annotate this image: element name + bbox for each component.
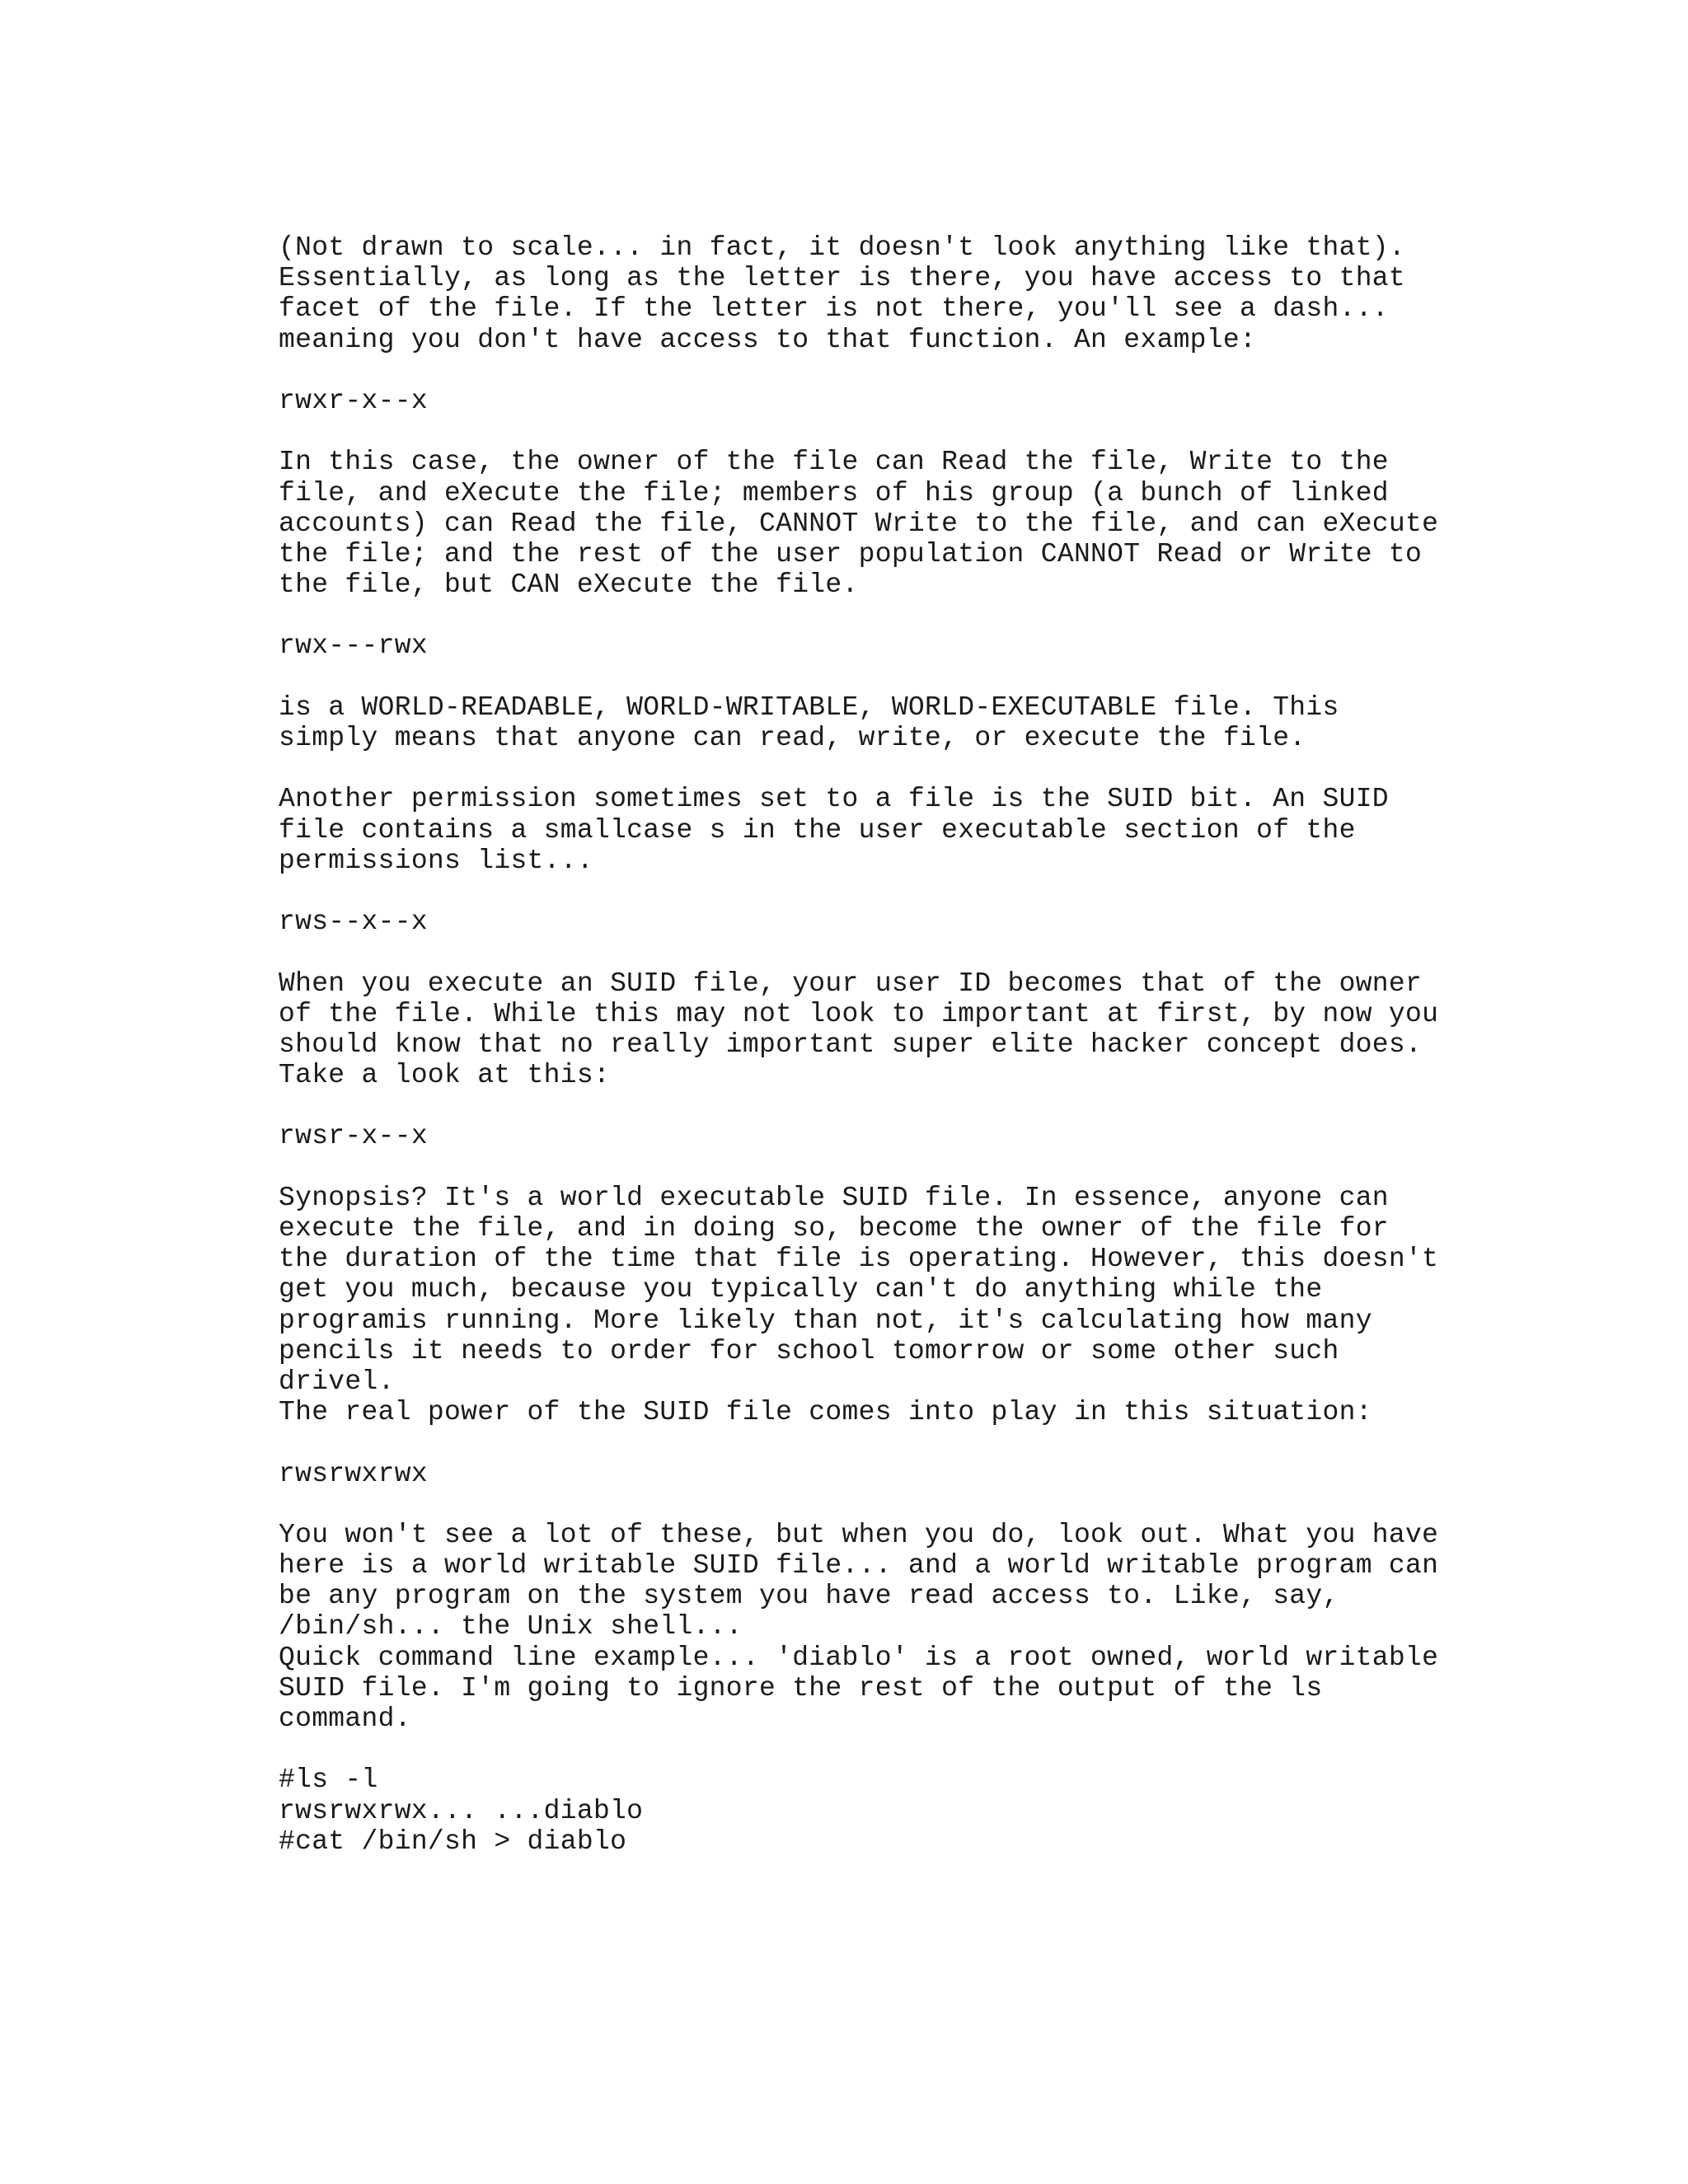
paragraph xyxy=(279,1520,1449,1734)
paragraph xyxy=(279,1459,1449,1489)
text-line: Essentially, as long as the letter is there, you have access to that xyxy=(279,263,1406,294)
text-line: is a WORLD-READABLE, WORLD-WRITABLE, WORLD-EXECUTABLE file. This xyxy=(279,691,1339,723)
text-line: SUID file. I'm going to ignore the rest of the output of the ls xyxy=(279,1672,1323,1704)
text-line: Synopsis? It's a world executable SUID file. In essence, anyone can xyxy=(279,1182,1389,1213)
paragraph xyxy=(279,692,1449,753)
text-line: The real power of the SUID file comes into play in this situation: xyxy=(279,1397,1372,1428)
text-line: command. xyxy=(279,1704,411,1734)
text-line: here is a world writable SUID file... and a world writable program can xyxy=(279,1550,1439,1582)
text-line: /bin/sh... the Unix shell... xyxy=(279,1611,743,1643)
paragraph xyxy=(279,1765,1449,1857)
text-line: get you much, because you typically can't do anything while the xyxy=(279,1274,1323,1305)
paragraph xyxy=(279,1121,1449,1151)
text-line: rwsr-x--x xyxy=(279,1121,428,1152)
text-line: file, and eXecute the file; members of his group (a bunch of linked xyxy=(279,477,1389,509)
text-line: When you execute an SUID file, your user ID becomes that of the owner xyxy=(279,968,1423,999)
text-line: programis running. More likely than not, it's calculating how many xyxy=(279,1305,1372,1336)
text-line: execute the file, and in doing so, become the owner of the file for xyxy=(279,1213,1389,1244)
text-line: should know that no really important super elite hacker concept does. xyxy=(279,1029,1423,1060)
text-line: accounts) can Read the file, CANNOT Write to the file, and can eXecute xyxy=(279,508,1439,539)
text-line: meaning you don't have access to that function. An example: xyxy=(279,324,1257,355)
text-line: of the file. While this may not look to important at first, by now you xyxy=(279,998,1439,1029)
paragraph xyxy=(279,447,1449,600)
document-body xyxy=(279,232,1449,1887)
paragraph xyxy=(279,784,1449,876)
text-line: the duration of the time that file is operating. However, this doesn't xyxy=(279,1244,1439,1275)
text-line: #ls -l xyxy=(279,1765,378,1796)
text-line: the file, but CAN eXecute the file. xyxy=(279,569,859,601)
text-line: drivel. xyxy=(279,1366,395,1397)
text-line: #cat /bin/sh > diablo xyxy=(279,1825,627,1857)
text-line: Quick command line example... 'diablo' is a root owned, world writable xyxy=(279,1642,1439,1673)
text-line: file contains a smallcase s in the user executable section of the xyxy=(279,814,1356,846)
text-line: pencils it needs to order for school tomorrow or some other such xyxy=(279,1335,1339,1366)
text-line: simply means that anyone can read, write, or execute the file. xyxy=(279,723,1306,753)
paragraph xyxy=(279,232,1449,355)
paragraph xyxy=(279,1183,1449,1428)
text-line: rwxr-x--x xyxy=(279,385,428,416)
text-line: Another permission sometimes set to a file is the SUID bit. An SUID xyxy=(279,784,1389,815)
text-line: facet of the file. If the letter is not there, you'll see a dash... xyxy=(279,293,1389,325)
paragraph xyxy=(279,907,1449,937)
text-line: the file; and the rest of the user population CANNOT Read or Write to xyxy=(279,538,1423,569)
text-line: rwx---rwx xyxy=(279,630,428,662)
paragraph xyxy=(279,968,1449,1091)
text-line: Take a look at this: xyxy=(279,1060,611,1091)
text-line: rws--x--x xyxy=(279,907,428,938)
text-line: rwsrwxrwx xyxy=(279,1458,428,1489)
text-line: rwsrwxrwx... ...diablo xyxy=(279,1795,644,1826)
text-line: (Not drawn to scale... in fact, it doesn't look anything like that). xyxy=(279,232,1406,263)
paragraph xyxy=(279,630,1449,661)
text-line: In this case, the owner of the file can Read the file, Write to the xyxy=(279,447,1389,478)
text-line: You won't see a lot of these, but when you do, look out. What you have xyxy=(279,1519,1439,1550)
paragraph xyxy=(279,386,1449,416)
text-line: be any program on the system you have read access to. Like, say, xyxy=(279,1581,1339,1612)
text-line: permissions list... xyxy=(279,845,593,876)
